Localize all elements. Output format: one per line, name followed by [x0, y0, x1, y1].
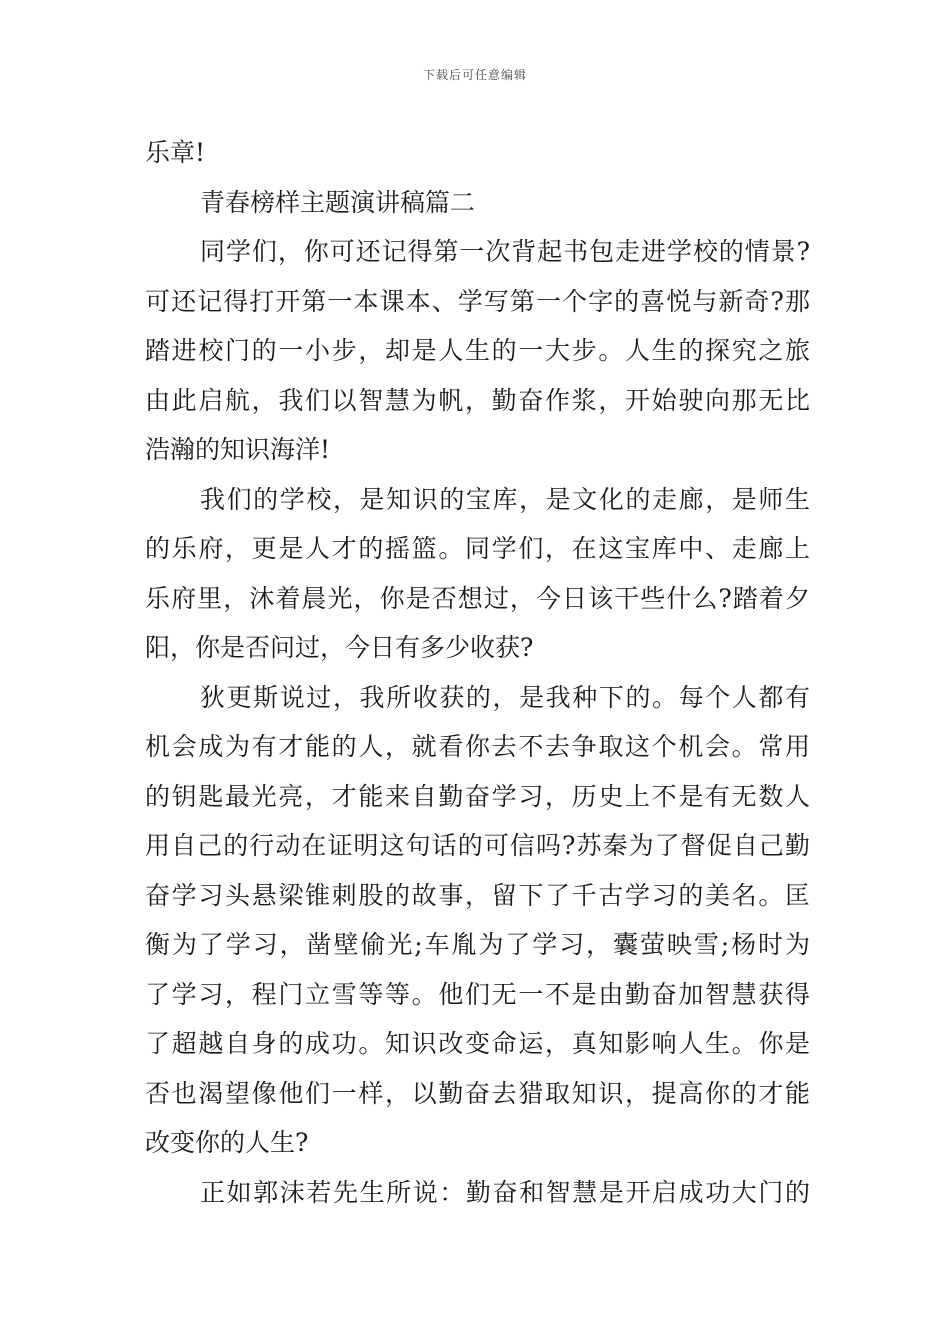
text-line: 正如郭沫若先生所说：勤奋和智慧是开启成功大门的: [200, 1177, 810, 1207]
text-line: 了学习，程门立雪等等。他们无一不是由勤奋加智慧获得: [145, 979, 810, 1009]
text-line: 改变你的人生?: [145, 1128, 309, 1157]
text-line: 了超越自身的成功。知识改变命运，真知影响人生。你是: [145, 1029, 810, 1058]
text-line: 我们的学校，是知识的宝库，是文化的走廊，是师生: [200, 484, 810, 514]
section-title: 青春榜样主题演讲稿篇二: [200, 187, 476, 217]
text-line: 浩瀚的知识海洋!: [145, 435, 331, 464]
text-line: 机会成为有才能的人，就看你去不去争取这个机会。常用: [145, 732, 810, 761]
text-line: 的钥匙最光亮，才能来自勤奋学习，历史上不是有无数人: [145, 781, 810, 811]
text-line: 奋学习头悬梁锥刺股的故事，留下了千古学习的美名。匡: [145, 880, 810, 910]
document-body: [145, 128, 810, 1217]
page-header: 下载后可任意编辑: [422, 68, 527, 82]
text-line: 踏进校门的一小步，却是人生的一大步。人生的探究之旅: [145, 336, 810, 365]
text-line: 乐府里，沐着晨光，你是否想过，今日该干些什么?踏着夕: [145, 583, 810, 613]
text-line: 可还记得打开第一本课本、学写第一个字的喜悦与新奇?那: [145, 286, 810, 316]
text-line: 乐章!: [145, 138, 206, 167]
text-line: 阳，你是否问过，今日有多少收获?: [145, 633, 534, 662]
text-line: 狄更斯说过，我所收获的，是我种下的。每个人都有: [200, 682, 810, 712]
text-line: 否也渴望像他们一样，以勤奋去猎取知识，提高你的才能: [145, 1078, 810, 1108]
text-line: 由此启航，我们以智慧为帆，勤奋作浆，开始驶向那无比: [145, 385, 810, 415]
text-line: 用自己的行动在证明这句话的可信吗?苏秦为了督促自己勤: [145, 831, 810, 860]
text-line: 衡为了学习，凿壁偷光;车胤为了学习，囊萤映雪;杨时为: [145, 930, 810, 959]
text-line: 的乐府，更是人才的摇篮。同学们，在这宝库中、走廊上: [145, 534, 810, 563]
text-line: 同学们，你可还记得第一次背起书包走进学校的情景?: [200, 237, 810, 266]
